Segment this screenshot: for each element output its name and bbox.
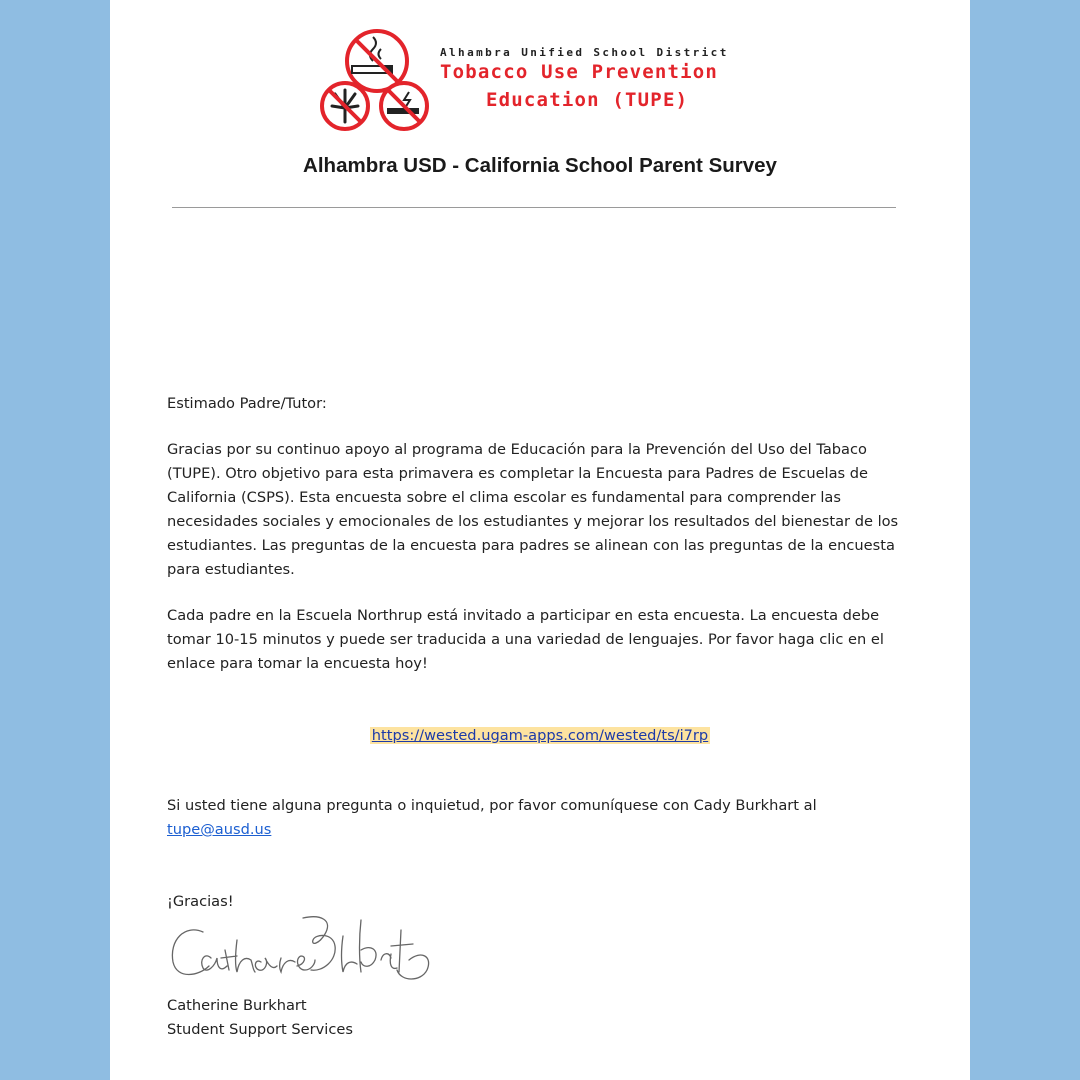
logo-program-line1: Tobacco Use Prevention xyxy=(440,61,719,83)
logo-district-name: Alhambra Unified School District xyxy=(440,46,729,59)
no-vape-icon xyxy=(381,83,427,129)
tupe-logo-icons xyxy=(315,28,435,136)
letter-paragraph-1: Gracias por su continuo apoyo al programa de Educación para la Prevención del Uso del Tabaco (TUPE). Otro objetivo para esta primavera es completar la Encuesta para Padres de Escuelas de California (CSPS). Esta encuesta sobre el clima escolar es fundamental para comprender las necesidades sociales y emocionales de los estudiantes y mejorar los resultados del bienestar de los estudiantes. Las preguntas de la encuesta para padres se alinean con las preguntas de la encuesta para estudiantes. xyxy=(167,441,899,578)
document-title: Alhambra USD - California School Parent Survey xyxy=(303,154,777,177)
tupe-logo-text xyxy=(440,46,760,111)
handwritten-signature xyxy=(165,910,435,992)
signer-name: Catherine Burkhart xyxy=(167,997,307,1014)
title-divider xyxy=(172,207,896,208)
no-marijuana-icon xyxy=(322,83,368,129)
letter-paragraph-2: Cada padre en la Escuela Northrup está invitado a participar en esta encuesta. La encuesta debe tomar 10-15 minutos y puede ser traducida a una variedad de lenguajes. Por favor haga clic en el enlace para tomar la encuesta hoy! xyxy=(167,607,884,672)
survey-link-line xyxy=(110,724,970,748)
contact-paragraph xyxy=(167,794,917,842)
letter-closing: ¡Gracias! xyxy=(167,893,234,910)
logo-program-line2: Education (TUPE) xyxy=(486,89,689,111)
letter-page xyxy=(110,0,970,1080)
letter-salutation: Estimado Padre/Tutor: xyxy=(167,395,327,412)
contact-email-link[interactable]: tupe@ausd.us xyxy=(167,821,272,838)
contact-text: Si usted tiene alguna pregunta o inquietud, por favor comuníquese con Cady Burkhart al xyxy=(167,797,817,814)
signer-department: Student Support Services xyxy=(167,1021,353,1038)
survey-link[interactable]: https://wested.ugam-apps.com/wested/ts/i7rp xyxy=(371,727,709,744)
tupe-logo xyxy=(315,28,755,136)
